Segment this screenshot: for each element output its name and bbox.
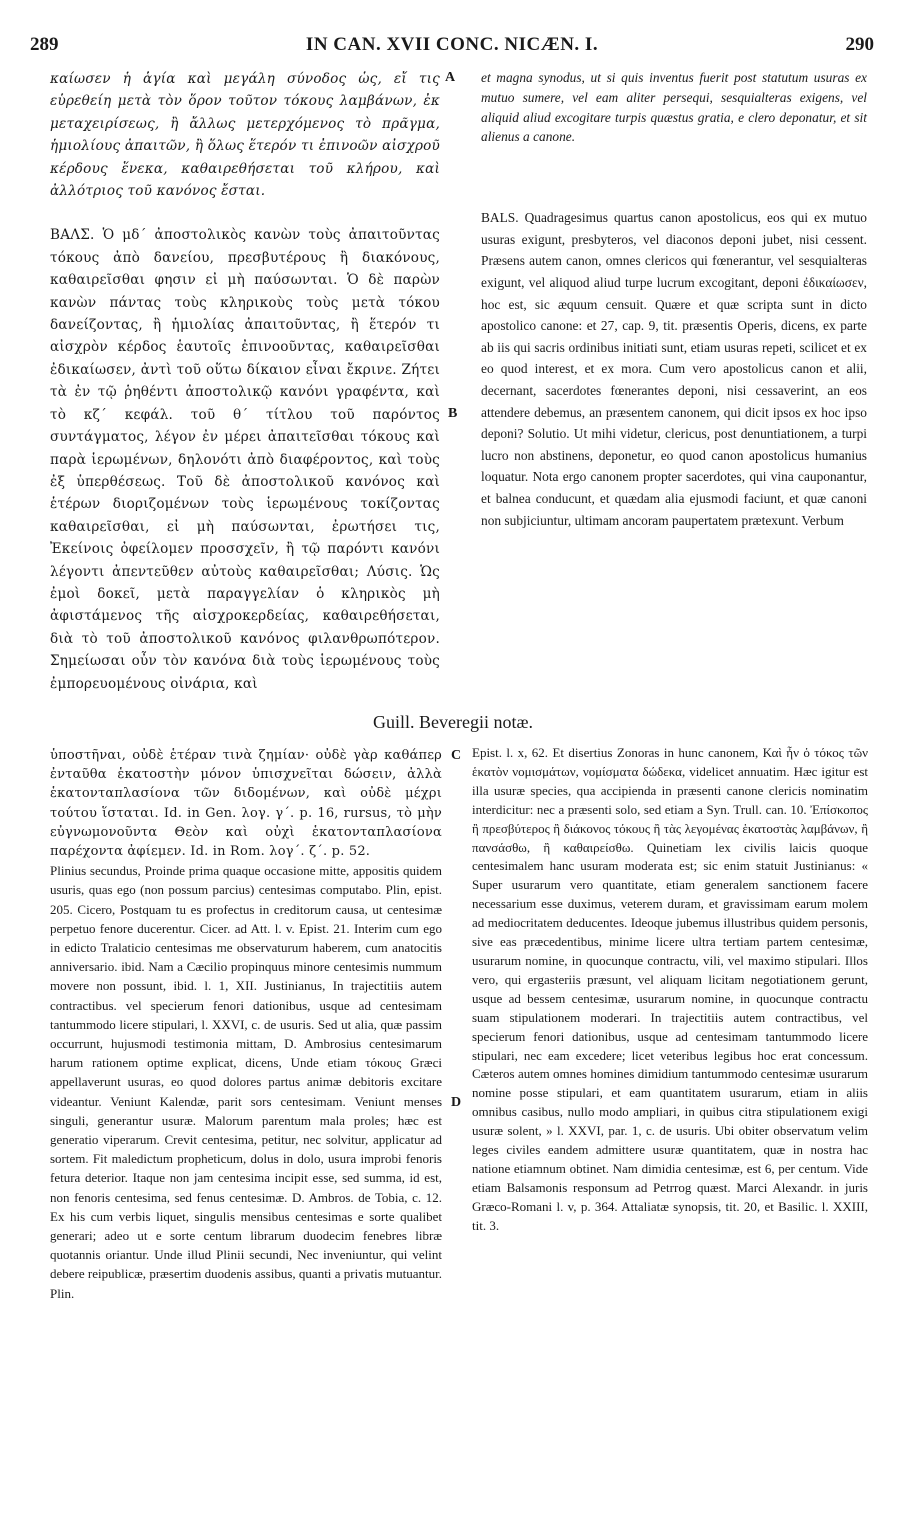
margin-marker-d: D [451, 1095, 462, 1110]
notes-left-column [50, 746, 442, 1303]
margin-marker-c: C [451, 748, 462, 763]
margin-marker-b: B [448, 406, 458, 421]
latin-canon-column [481, 68, 867, 531]
notes-right-text: Epist. l. x, 62. Et disertius Zonoras in hunc canonem, Καὶ ἦν ὁ τόκος τῶν ἑκατὸν νομισμάτων, νομίσματα δώδεκα, videlicet annuatim. Hæc igitur est illa usuræ species, qua accipienda in præsenti canone clericis nominatim interdicitur: nec a præsenti solo, sed etiam a Syn. Trull. can. 10. Ἐπίσκοπος ἢ πρεσβύτερος ἢ διάκονος τόκους ἢ τὰς λεγομένας ἑκατοστὰς λαμβάνων, ἢ πανσάσθω, ἢ καθαιρείσθω. Quinetiam lex civilis laicis quoque centesimalem hanc usuram moderata est; sic enim statuit Justinianus: « Super usurarum vero quantitate, etiam generalem sanctionem facere necessarium esse duximus, veterem duram, et gravissimam earum molem ad mediocritatem deducentes. Ideoque jubemus illustribus quidem personis, sive eas præcedentibus, minime licere ultra tertiam partem centesimæ, usurarum nomine, in quocunque contractu, vili, vel maximo stipulari. Illos vero, qui ergasteriis præsunt, vel aliquam licitam negotiationem gerunt, usque ad bessem centesimæ, usurarum nomine, in quocunque contractu suam stipulationem moderari. In trajectitiis autem contractibus, vel specierum fenori dationibus, usque ad centesimam tantummodo licere stipulari, nec eam excedere; licet veteribus legibus hoc erat concessum. Cæteros autem omnes homines dimidium tantummodo centesimæ usurarum nomine posse stipulari, et eam quantitatem usurarum, etiam in aliis omnibus casibus, nullo modo ampliari, in quibus citra stipulationem exigi usuræ solent, » l. XXVI, par. 1, c. de usuris. Ubi obiter observatum velim leges civiles eandem admittere usuræ quantitatem, quæ in nostra hac natione etiamnum obtinet. Nam dimidia centesimæ, est 6, per centum. Vide etiam Balsamonis responsum ad Petrrog quæst. Marci Alexandr. in juris Græco-Romani l. v, p. 364. Attaliatæ synopsis, tit. 20, et Basilic. l. XXIII, tit. 3. [472, 745, 868, 1233]
latin-balsamon-commentary: BALS. Quadragesimus quartus canon apostolicus, eos qui ex mutuo usuras exigunt, presbyteros, vel diaconos deponi jubet, nisi cessent. Præsens autem canon, omnes clericos qui fœnerantur, vel sesquialteras exigunt, vel aliquod aliud turpe lucrum excogitant, deponi ἐδικαίωσεν, hoc est, sic æquum censuit. Quære et quæ scripta sunt in dicto apostolico canone: et 27, cap. 9, tit. præsentis Operis, dicens, ex parte ab iis qui sacris ordinibus initiati sunt, etiam usuras repeti, scilicet et ex eo quod interest, et ex mora. Cum vero apostolicus canon et alii, decernant, sacerdotes fœnerantes deponi, nisi cessaverint, an eos attendere debemus, an præsentem canonem, qui dicit ipsos ex hoc ipso deponi? Solutio. Ut mihi videtur, clericus, post denuntiationem, a turpi lucro non abstinens, deponetur, eo quod canon apostolicus humanius loquatur. Nota ergo canonem propter sacerdotes, qui vina cauponantur, et balnea conducunt, et quædam alia ejusmodi faciunt, et quæ canoni non subjiciuntur, ultimam ancoram paupertatem prætexunt. Verbum [481, 210, 867, 528]
greek-canon-column [50, 68, 440, 695]
page-number-right: 290 [845, 34, 874, 55]
greek-canon-text: καίωσεν ἡ ἁγία καὶ μεγάλη σύνοδος ὡς, εἴ τις εὑρεθείη μετὰ τὸν ὅρον τοῦτον τόκους λαμβάνων, ἐκ μεταχειρίσεως, ἢ ἄλλως μετερχόμενος τὸ πρᾶγμα, ἡμιολίους ἀπαιτῶν, ἢ ὅλως ἕτερόν τι ἐπινοῶν αἰσχροῦ κέρδους ἕνεκα, καθαιρεθήσεται τοῦ κλήρου, καὶ ἀλλότριος τοῦ κανόνος ἔσται. [50, 71, 440, 200]
latin-canon-text: et magna synodus, ut si quis inventus fuerit post statutum usuras ex mutuo sumere, vel eam aliter persequi, sesquialteras exigens, vel aliquid aliud excogitare turpis quæstus gratia, e clero deponatur, et sit alienus a canone. [481, 70, 867, 145]
page-number-left: 289 [30, 34, 59, 55]
header-title: IN CAN. XVII CONC. NICÆN. I. [305, 34, 599, 55]
margin-marker-a: A [445, 70, 456, 85]
notes-left-latin: Plinius secundus, Proinde prima quaque occasione mitte, appositis quidem usuris, quas ego (non possum parcius) centesimas computabo. Plin, epist. 205. Cicero, Postquam tu es profectus in creditorum causa, ut centesimæ perpetuo fenore ducerentur. Cicer. ad Att. l. v. Epist. 21. Interim cum ego in edicto Tralaticio centesimas me observaturum haberem, cum anatocitis anniversario. ibid. Nam a Cæcilio propinquus minore centesimis nummum movere non possunt, ibid. l. 1, XII. Justinianus, In trajectitiis autem contractibus. vel specierum fenori dationibus, usque ad centesimam tantummodo licere stipulari, l. XXVI, c. de usuris. Sed ut alia, quæ passim occurrunt, hujusmodi testimonia mittam, D. Ambrosius centesimarum harum rationem optime explicat, dicens, Unde etiam τόκους Græci appellaverunt usuras, eo quod dolores partus animæ debitoris excitare videantur. Veniunt Kalendæ, parit sors centesimam. Veniunt menses singuli, generantur usuræ. Malorum parentum mala proles; hæc est generatio viperarum. Crevit centesima, petitur, nec solvitur, applicatur ad sortem. Fit maledictum propheticum, dolus in dolo, usura improbi fenoris fetura deterior. Itaque non jam centesima incipit esse, sed summa, id est, non fenoris centesima, sed fenus centesimæ. D. Ambros. de Tobia, c. 12. Ex his cum verbis liquet, singulis mensibus centesimas e sorte qualibet generari; adeo ut e sorte centum librarum duodecim fenebres libræ quotannis oriantur. Unde illud Plinii secundi, Nec inveniuntur, qui velint debere reipublicæ, præsertim duodenis assibus, quanti a privatis mutuantur. Plin. [50, 863, 442, 1301]
running-header [30, 34, 874, 58]
notes-heading: Guill. Beveregii notæ. [373, 712, 533, 732]
notes-left-greek: ὑποστῆναι, οὐδὲ ἑτέραν τινὰ ζημίαν· οὐδὲ γὰρ καθάπερ ἐνταῦθα ἑκατοστὴν μόνον ὑπισχνεῖται δώσειν, ἀλλὰ ἑκατονταπλασίονα τῶν διδομένων, καὶ οὐδὲ μέχρι τούτου ἵσταται. Id. in Gen. λογ. γ´. p. 16, rursus, τὸ μὴν εὐγνωμονοῦντα Θεὸν καὶ οὐχὶ ἑκατονταπλασίονα παρέχοντα ἀφίεμεν. Id. in Rom. λογ´. ζ´. p. 52. [50, 748, 442, 860]
notes-right-column [472, 744, 868, 1236]
greek-balsamon-commentary: ΒΑΛΣ. Ὁ μδ´ ἀποστολικὸς κανὼν τοὺς ἀπαιτοῦντας τόκους ἀπὸ δανείου, πρεσβυτέρους ἢ διακόνους, καθαιρεῖσθαι φησιν εἰ μὴ παύσωνται. Ὁ δὲ παρὼν κανὼν πάντας τοὺς κληρικοὺς τοὺς μετὰ τόκου δανείζοντας, ἢ ἡμιολίας ἀπαιτοῦντας, ἢ ἕτερόν τι αἰσχρὸν κέρδος ἑαυτοῖς ἐπινοοῦντας, καθαιρεῖσθαι ἐδικαίωσεν, ἀντὶ τοῦ οὕτω δίκαιον εἶναι ἔκρινε. Ζήτει τὰ ἐν τῷ ῥηθέντι ἀποστολικῷ κανόνι γραφέντα, καὶ τὸ κζ´ κεφάλ. τοῦ θ´ τίτλου τοῦ παρόντος συντάγματος, λέγον ἐν μέρει ἀπαιτεῖσθαι τόκους καὶ παρὰ ἱερωμένων, δηλονότι ἀπὸ διαφέροντος, καὶ τοὺς ἐξ ὑπερθέσεως. Τοῦ δὲ ἀποστολικοῦ κανόνος καὶ ἑτέρων διοριζομένων τοὺς ἱερωμένους τοκίζοντας καθαιρεῖσθαι, εἰ μὴ παύσωνται, ἐρωτήσει τις, Ἐκείνοις ὀφείλομεν προσσχεῖν, ἢ τῷ παρόντι κανόνι λέγοντι ἀπεντεῦθεν αὐτοὺς καθαιρεῖσθαι; Λύσις. Ὡς ἐμοὶ δοκεῖ, μετὰ παραγγελίαν ὁ κληρικὸς μὴ ἀφιστάμενος τῆς αἰσχροκερδείας, καθαιρεθήσεται, διὰ τὸ τοῦ ἀποστολικοῦ κανόνος φιλανθρωπότερον. Σημείωσαι οὖν τὸν κανόνα διὰ τοὺς ἱερωμένους τοὺς ἐμπορευομένους οἰνάρια, καὶ [50, 227, 440, 692]
